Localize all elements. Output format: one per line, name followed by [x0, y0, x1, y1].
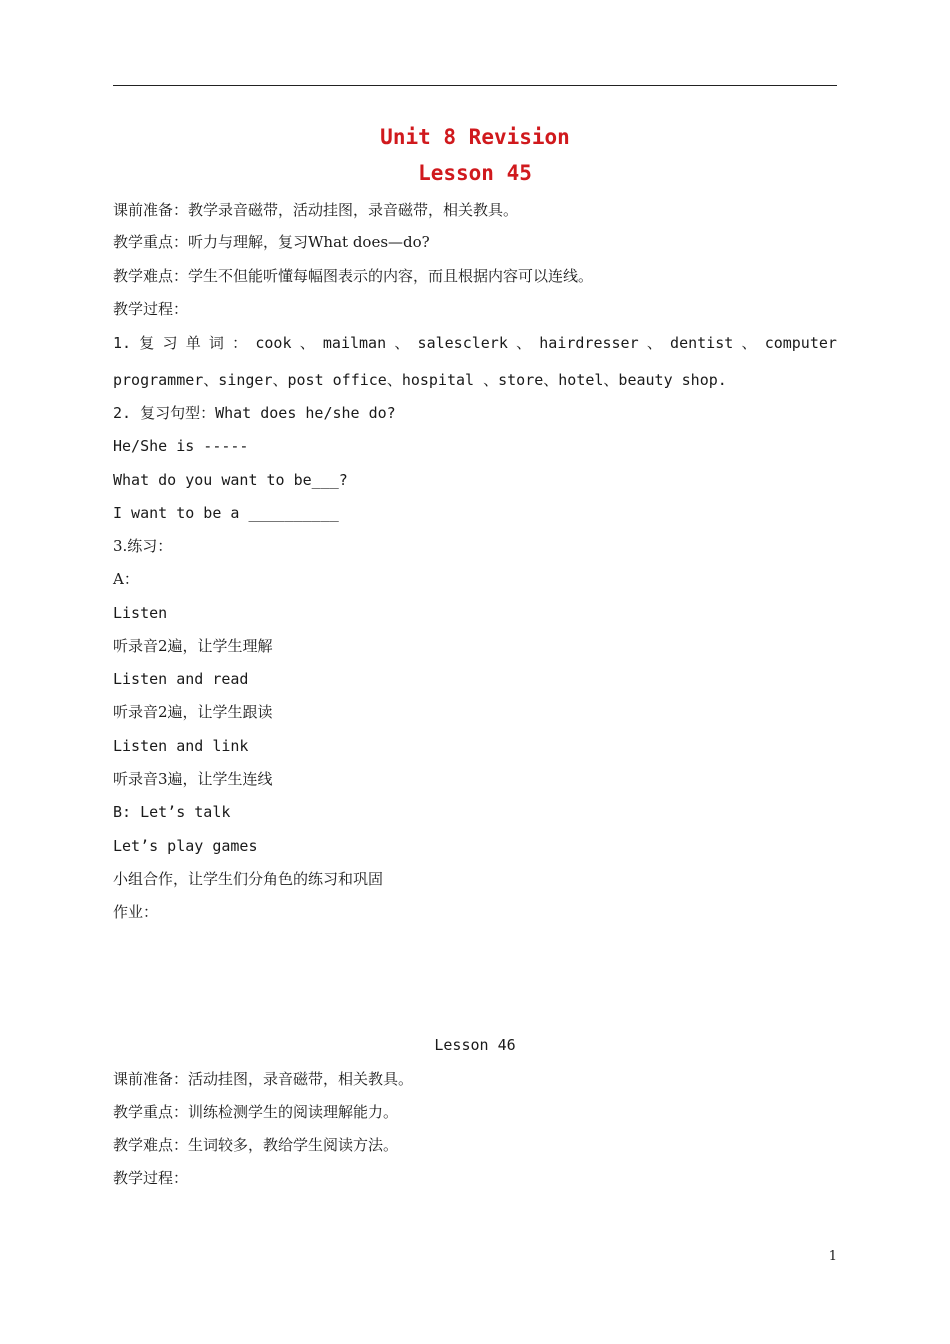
sentence-review-line: 2. 复习句型：What does he/she do? [113, 404, 396, 422]
vocab-token: 单 [185, 334, 201, 352]
lesson-46-title: Lesson 46 [434, 1036, 516, 1054]
process-heading-46: 教学过程： [113, 1169, 189, 1187]
header-rule [113, 85, 837, 86]
vocab-token: ： [232, 334, 248, 352]
vocab-token: 、 [394, 334, 410, 352]
difficulty-line-46: 教学难点：生词较多，教给学生阅读方法。 [113, 1136, 399, 1154]
vocab-token: 、 [516, 334, 532, 352]
group-work-line: 小组合作，让学生们分角色的练习和巩固 [113, 870, 384, 888]
listen-link-label: Listen and link [113, 737, 249, 755]
key-point-line-46: 教学重点：训练检测学生的阅读理解能力。 [113, 1103, 399, 1121]
vocab-token: 、 [741, 334, 757, 352]
prep-line-46: 课前准备：活动挂图，录音磁带，相关教具。 [113, 1070, 414, 1088]
listen-instruction: 听录音2遍，让学生理解 [113, 637, 273, 655]
listen-link-instruction: 听录音3遍，让学生连线 [113, 770, 273, 788]
vocab-token: 词 [208, 334, 224, 352]
vocab-review-line [113, 333, 837, 353]
practice-heading: 3.练习： [113, 537, 173, 555]
vocab-continuation: programmer、singer、post office、hospital 、store、hotel、beauty shop. [113, 371, 727, 389]
pattern-i-want: I want to be a __________ [113, 504, 339, 522]
vocab-token: 复 [139, 334, 155, 352]
unit-title: Unit 8 Revision [380, 125, 570, 149]
part-a-label: A： [113, 570, 139, 588]
prep-line: 课前准备：教学录音磁带，活动挂图，录音磁带，相关教具。 [113, 201, 519, 219]
listen-read-label: Listen and read [113, 670, 249, 688]
process-heading: 教学过程： [113, 300, 189, 318]
vocab-token: 习 [162, 334, 178, 352]
play-games-label: Let’s play games [113, 837, 258, 855]
listen-read-instruction: 听录音2遍，让学生跟读 [113, 703, 273, 721]
vocab-token: cook [255, 334, 292, 352]
pattern-he-she: He/She is ----- [113, 437, 249, 455]
vocab-token: mailman [322, 334, 387, 352]
vocab-token: computer [764, 334, 837, 352]
vocab-token: salesclerk [417, 334, 508, 352]
part-b-label: B: Let’s talk [113, 803, 231, 821]
difficulty-line: 教学难点：学生不但能听懂每幅图表示的内容，而且根据内容可以连线。 [113, 267, 594, 285]
page-number: 1 [828, 1249, 837, 1264]
homework-heading: 作业： [113, 903, 159, 921]
pattern-what-want: What do you want to be___? [113, 471, 348, 489]
vocab-token: 、 [299, 334, 315, 352]
vocab-token: 、 [646, 334, 662, 352]
vocab-token: 1. [113, 334, 132, 352]
vocab-token: dentist [670, 334, 734, 352]
lesson-45-title: Lesson 45 [418, 161, 532, 185]
key-point-line: 教学重点：听力与理解，复习What does—do? [113, 233, 430, 251]
listen-label: Listen [113, 604, 168, 622]
vocab-token: hairdresser [539, 334, 639, 352]
